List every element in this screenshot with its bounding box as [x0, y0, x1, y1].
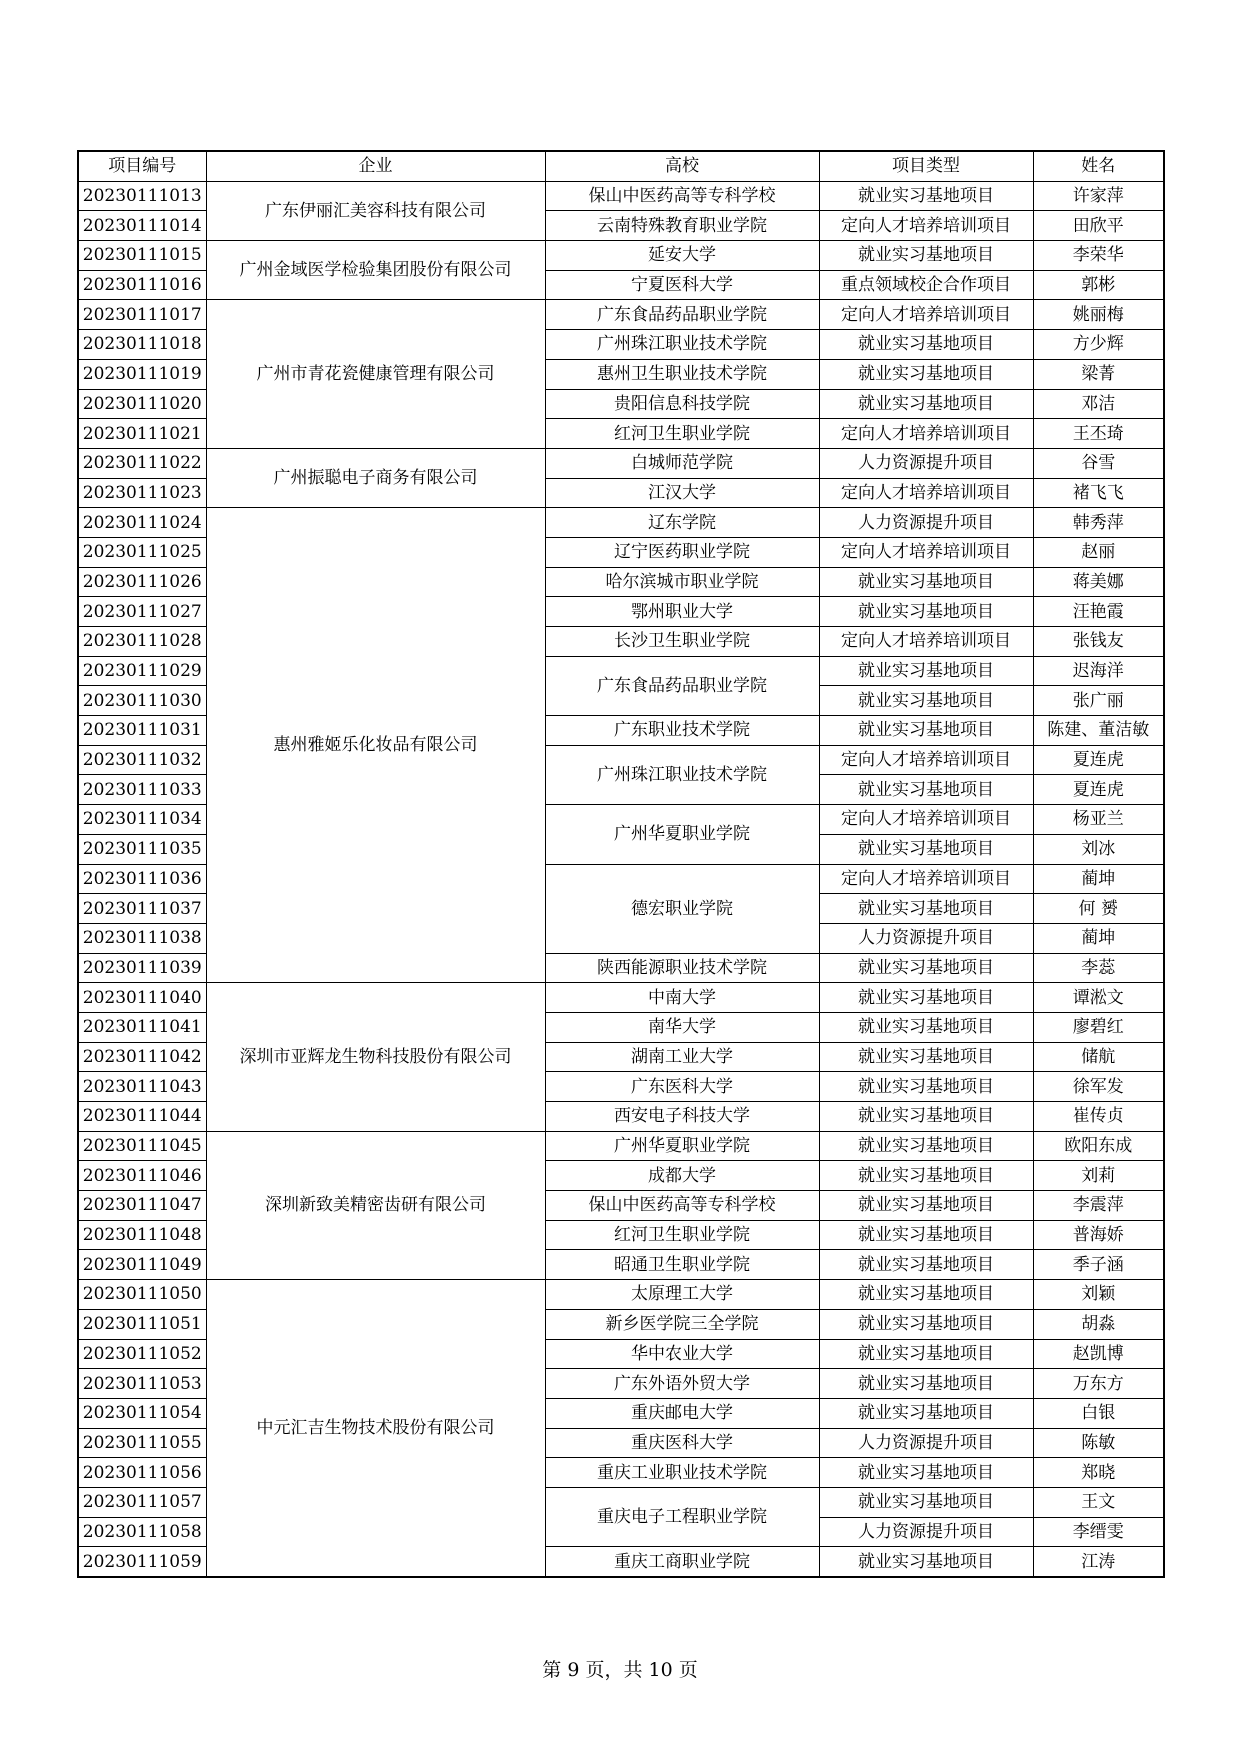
- school-cell: 辽东学院: [545, 508, 819, 538]
- project-id-cell: 20230111028: [78, 627, 206, 657]
- school-cell: 保山中医药高等专科学校: [545, 181, 819, 211]
- person-name-cell: 方少辉: [1033, 330, 1164, 360]
- project-type-cell: 重点领域校企合作项目: [819, 270, 1033, 300]
- school-cell: 湖南工业大学: [545, 1042, 819, 1072]
- header-project-id: 项目编号: [78, 151, 206, 181]
- school-cell: 广东食品药品职业学院: [545, 300, 819, 330]
- school-cell: 重庆邮电大学: [545, 1398, 819, 1428]
- person-name-cell: 李缙雯: [1033, 1517, 1164, 1547]
- project-id-cell: 20230111049: [78, 1250, 206, 1280]
- person-name-cell: 李荣华: [1033, 241, 1164, 271]
- header-row: [78, 151, 1164, 181]
- school-cell: 宁夏医科大学: [545, 270, 819, 300]
- project-id-cell: 20230111038: [78, 923, 206, 953]
- project-type-cell: 定向人才培养培训项目: [819, 300, 1033, 330]
- project-type-cell: 就业实习基地项目: [819, 1191, 1033, 1221]
- project-id-cell: 20230111047: [78, 1191, 206, 1221]
- person-name-cell: 梁菁: [1033, 359, 1164, 389]
- project-type-cell: 就业实习基地项目: [819, 359, 1033, 389]
- project-type-cell: 就业实习基地项目: [819, 716, 1033, 746]
- person-name-cell: 迟海洋: [1033, 656, 1164, 686]
- school-cell: 太原理工大学: [545, 1280, 819, 1310]
- person-name-cell: 邓洁: [1033, 389, 1164, 419]
- project-type-cell: 人力资源提升项目: [819, 1428, 1033, 1458]
- school-cell: 白城师范学院: [545, 448, 819, 478]
- project-type-cell: 就业实习基地项目: [819, 686, 1033, 716]
- project-type-cell: 定向人才培养培训项目: [819, 419, 1033, 449]
- enterprise-cell: 深圳市亚辉龙生物科技股份有限公司: [206, 983, 545, 1131]
- person-name-cell: 夏连虎: [1033, 775, 1164, 805]
- header-enterprise: 企业: [206, 151, 545, 181]
- person-name-cell: 李蕊: [1033, 953, 1164, 983]
- project-type-cell: 人力资源提升项目: [819, 923, 1033, 953]
- project-id-cell: 20230111043: [78, 1072, 206, 1102]
- project-type-cell: 就业实习基地项目: [819, 1161, 1033, 1191]
- project-type-cell: 就业实习基地项目: [819, 834, 1033, 864]
- project-id-cell: 20230111053: [78, 1369, 206, 1399]
- person-name-cell: 崔传贞: [1033, 1102, 1164, 1132]
- school-cell: 延安大学: [545, 241, 819, 271]
- person-name-cell: 何 赟: [1033, 894, 1164, 924]
- person-name-cell: 姚丽梅: [1033, 300, 1164, 330]
- person-name-cell: 张钱友: [1033, 627, 1164, 657]
- project-type-cell: 就业实习基地项目: [819, 1369, 1033, 1399]
- person-name-cell: 褚飞飞: [1033, 478, 1164, 508]
- project-id-cell: 20230111054: [78, 1398, 206, 1428]
- project-type-cell: 就业实习基地项目: [819, 181, 1033, 211]
- school-cell: 广州华夏职业学院: [545, 805, 819, 864]
- project-type-cell: 人力资源提升项目: [819, 448, 1033, 478]
- enterprise-cell: 惠州雅姬乐化妆品有限公司: [206, 508, 545, 983]
- project-type-cell: 定向人才培养培训项目: [819, 864, 1033, 894]
- table-row: [78, 300, 1164, 330]
- project-type-cell: 就业实习基地项目: [819, 1547, 1033, 1577]
- person-name-cell: 蔺坤: [1033, 923, 1164, 953]
- school-cell: 江汉大学: [545, 478, 819, 508]
- project-id-cell: 20230111026: [78, 567, 206, 597]
- school-cell: 惠州卫生职业技术学院: [545, 359, 819, 389]
- school-cell: 保山中医药高等专科学校: [545, 1191, 819, 1221]
- person-name-cell: 郭彬: [1033, 270, 1164, 300]
- project-id-cell: 20230111039: [78, 953, 206, 983]
- person-name-cell: 陈敏: [1033, 1428, 1164, 1458]
- person-name-cell: 储航: [1033, 1042, 1164, 1072]
- project-id-cell: 20230111020: [78, 389, 206, 419]
- table-row: [78, 181, 1164, 211]
- school-cell: 成都大学: [545, 1161, 819, 1191]
- person-name-cell: 李震萍: [1033, 1191, 1164, 1221]
- person-name-cell: 季子涵: [1033, 1250, 1164, 1280]
- project-type-cell: 人力资源提升项目: [819, 1517, 1033, 1547]
- project-id-cell: 20230111042: [78, 1042, 206, 1072]
- school-cell: 陕西能源职业技术学院: [545, 953, 819, 983]
- school-cell: 长沙卫生职业学院: [545, 627, 819, 657]
- person-name-cell: 田欣平: [1033, 211, 1164, 241]
- enterprise-cell: 广州金域医学检验集团股份有限公司: [206, 241, 545, 300]
- school-cell: 贵阳信息科技学院: [545, 389, 819, 419]
- person-name-cell: 万东方: [1033, 1369, 1164, 1399]
- school-cell: 重庆电子工程职业学院: [545, 1487, 819, 1546]
- person-name-cell: 刘莉: [1033, 1161, 1164, 1191]
- table-row: [78, 508, 1164, 538]
- project-type-cell: 就业实习基地项目: [819, 241, 1033, 271]
- person-name-cell: 赵丽: [1033, 537, 1164, 567]
- project-id-cell: 20230111013: [78, 181, 206, 211]
- person-name-cell: 陈建、董洁敏: [1033, 716, 1164, 746]
- project-id-cell: 20230111024: [78, 508, 206, 538]
- project-id-cell: 20230111037: [78, 894, 206, 924]
- project-type-cell: 就业实习基地项目: [819, 1131, 1033, 1161]
- person-name-cell: 赵凯博: [1033, 1339, 1164, 1369]
- table-row: [78, 1280, 1164, 1310]
- person-name-cell: 普海娇: [1033, 1220, 1164, 1250]
- project-id-cell: 20230111044: [78, 1102, 206, 1132]
- project-id-cell: 20230111033: [78, 775, 206, 805]
- project-id-cell: 20230111030: [78, 686, 206, 716]
- school-cell: 广东食品药品职业学院: [545, 656, 819, 715]
- project-type-cell: 就业实习基地项目: [819, 1309, 1033, 1339]
- enterprise-cell: 广东伊丽汇美容科技有限公司: [206, 181, 545, 240]
- project-id-cell: 20230111046: [78, 1161, 206, 1191]
- project-table: [77, 150, 1165, 1578]
- project-id-cell: 20230111022: [78, 448, 206, 478]
- project-id-cell: 20230111041: [78, 1012, 206, 1042]
- project-id-cell: 20230111017: [78, 300, 206, 330]
- person-name-cell: 谷雪: [1033, 448, 1164, 478]
- person-name-cell: 白银: [1033, 1398, 1164, 1428]
- person-name-cell: 蔺坤: [1033, 864, 1164, 894]
- project-type-cell: 就业实习基地项目: [819, 1280, 1033, 1310]
- project-type-cell: 就业实习基地项目: [819, 330, 1033, 360]
- person-name-cell: 杨亚兰: [1033, 805, 1164, 835]
- person-name-cell: 韩秀萍: [1033, 508, 1164, 538]
- school-cell: 广州珠江职业技术学院: [545, 745, 819, 804]
- school-cell: 华中农业大学: [545, 1339, 819, 1369]
- header-school: 高校: [545, 151, 819, 181]
- project-type-cell: 就业实习基地项目: [819, 1339, 1033, 1369]
- project-id-cell: 20230111032: [78, 745, 206, 775]
- person-name-cell: 江涛: [1033, 1547, 1164, 1577]
- person-name-cell: 王文: [1033, 1487, 1164, 1517]
- table-body: [78, 181, 1164, 1577]
- header-name: 姓名: [1033, 151, 1164, 181]
- person-name-cell: 汪艳霞: [1033, 597, 1164, 627]
- project-id-cell: 20230111050: [78, 1280, 206, 1310]
- project-type-cell: 定向人才培养培训项目: [819, 805, 1033, 835]
- table-row: [78, 1131, 1164, 1161]
- project-type-cell: 人力资源提升项目: [819, 508, 1033, 538]
- school-cell: 红河卫生职业学院: [545, 419, 819, 449]
- project-id-cell: 20230111014: [78, 211, 206, 241]
- person-name-cell: 刘冰: [1033, 834, 1164, 864]
- project-id-cell: 20230111052: [78, 1339, 206, 1369]
- project-id-cell: 20230111035: [78, 834, 206, 864]
- school-cell: 广东职业技术学院: [545, 716, 819, 746]
- enterprise-cell: 广州市青花瓷健康管理有限公司: [206, 300, 545, 448]
- project-type-cell: 就业实习基地项目: [819, 1220, 1033, 1250]
- person-name-cell: 刘颖: [1033, 1280, 1164, 1310]
- project-id-cell: 20230111058: [78, 1517, 206, 1547]
- page-footer: 第 9 页，共 10 页: [542, 1659, 698, 1681]
- person-name-cell: 廖碧红: [1033, 1012, 1164, 1042]
- school-cell: 重庆工商职业学院: [545, 1547, 819, 1577]
- school-cell: 中南大学: [545, 983, 819, 1013]
- project-id-cell: 20230111025: [78, 537, 206, 567]
- school-cell: 红河卫生职业学院: [545, 1220, 819, 1250]
- project-type-cell: 就业实习基地项目: [819, 1398, 1033, 1428]
- project-type-cell: 就业实习基地项目: [819, 597, 1033, 627]
- school-cell: 辽宁医药职业学院: [545, 537, 819, 567]
- table-row: [78, 983, 1164, 1013]
- project-type-cell: 就业实习基地项目: [819, 953, 1033, 983]
- project-id-cell: 20230111027: [78, 597, 206, 627]
- project-id-cell: 20230111055: [78, 1428, 206, 1458]
- project-type-cell: 定向人才培养培训项目: [819, 745, 1033, 775]
- header-project-type: 项目类型: [819, 151, 1033, 181]
- project-type-cell: 就业实习基地项目: [819, 894, 1033, 924]
- project-type-cell: 就业实习基地项目: [819, 1487, 1033, 1517]
- project-id-cell: 20230111056: [78, 1458, 206, 1488]
- project-id-cell: 20230111015: [78, 241, 206, 271]
- project-type-cell: 定向人才培养培训项目: [819, 627, 1033, 657]
- project-id-cell: 20230111040: [78, 983, 206, 1013]
- person-name-cell: 夏连虎: [1033, 745, 1164, 775]
- person-name-cell: 胡淼: [1033, 1309, 1164, 1339]
- person-name-cell: 蒋美娜: [1033, 567, 1164, 597]
- project-type-cell: 就业实习基地项目: [819, 1042, 1033, 1072]
- project-id-cell: 20230111029: [78, 656, 206, 686]
- school-cell: 广东医科大学: [545, 1072, 819, 1102]
- project-type-cell: 就业实习基地项目: [819, 656, 1033, 686]
- project-id-cell: 20230111034: [78, 805, 206, 835]
- person-name-cell: 张广丽: [1033, 686, 1164, 716]
- school-cell: 哈尔滨城市职业学院: [545, 567, 819, 597]
- project-id-cell: 20230111023: [78, 478, 206, 508]
- project-type-cell: 定向人才培养培训项目: [819, 211, 1033, 241]
- project-type-cell: 定向人才培养培训项目: [819, 537, 1033, 567]
- project-type-cell: 就业实习基地项目: [819, 389, 1033, 419]
- project-type-cell: 就业实习基地项目: [819, 567, 1033, 597]
- project-id-cell: 20230111019: [78, 359, 206, 389]
- project-id-cell: 20230111051: [78, 1309, 206, 1339]
- project-id-cell: 20230111057: [78, 1487, 206, 1517]
- project-id-cell: 20230111031: [78, 716, 206, 746]
- school-cell: 鄂州职业大学: [545, 597, 819, 627]
- person-name-cell: 徐军发: [1033, 1072, 1164, 1102]
- school-cell: 昭通卫生职业学院: [545, 1250, 819, 1280]
- person-name-cell: 谭淞文: [1033, 983, 1164, 1013]
- school-cell: 西安电子科技大学: [545, 1102, 819, 1132]
- project-id-cell: 20230111048: [78, 1220, 206, 1250]
- school-cell: 广东外语外贸大学: [545, 1369, 819, 1399]
- enterprise-cell: 中元汇吉生物技术股份有限公司: [206, 1280, 545, 1577]
- project-id-cell: 20230111018: [78, 330, 206, 360]
- school-cell: 重庆医科大学: [545, 1428, 819, 1458]
- person-name-cell: 王丕琦: [1033, 419, 1164, 449]
- table-row: [78, 241, 1164, 271]
- project-type-cell: 就业实习基地项目: [819, 1102, 1033, 1132]
- project-type-cell: 就业实习基地项目: [819, 1012, 1033, 1042]
- enterprise-cell: 广州振聪电子商务有限公司: [206, 448, 545, 507]
- project-id-cell: 20230111045: [78, 1131, 206, 1161]
- project-id-cell: 20230111021: [78, 419, 206, 449]
- project-type-cell: 就业实习基地项目: [819, 1072, 1033, 1102]
- person-name-cell: 许家萍: [1033, 181, 1164, 211]
- project-type-cell: 就业实习基地项目: [819, 1458, 1033, 1488]
- school-cell: 广州珠江职业技术学院: [545, 330, 819, 360]
- project-type-cell: 就业实习基地项目: [819, 1250, 1033, 1280]
- school-cell: 广州华夏职业学院: [545, 1131, 819, 1161]
- project-id-cell: 20230111016: [78, 270, 206, 300]
- school-cell: 南华大学: [545, 1012, 819, 1042]
- project-type-cell: 就业实习基地项目: [819, 775, 1033, 805]
- person-name-cell: 欧阳东成: [1033, 1131, 1164, 1161]
- school-cell: 新乡医学院三全学院: [545, 1309, 819, 1339]
- project-type-cell: 定向人才培养培训项目: [819, 478, 1033, 508]
- school-cell: 重庆工业职业技术学院: [545, 1458, 819, 1488]
- project-id-cell: 20230111036: [78, 864, 206, 894]
- table-row: [78, 448, 1164, 478]
- school-cell: 云南特殊教育职业学院: [545, 211, 819, 241]
- person-name-cell: 郑晓: [1033, 1458, 1164, 1488]
- project-type-cell: 就业实习基地项目: [819, 983, 1033, 1013]
- project-id-cell: 20230111059: [78, 1547, 206, 1577]
- enterprise-cell: 深圳新致美精密齿研有限公司: [206, 1131, 545, 1279]
- school-cell: 德宏职业学院: [545, 864, 819, 953]
